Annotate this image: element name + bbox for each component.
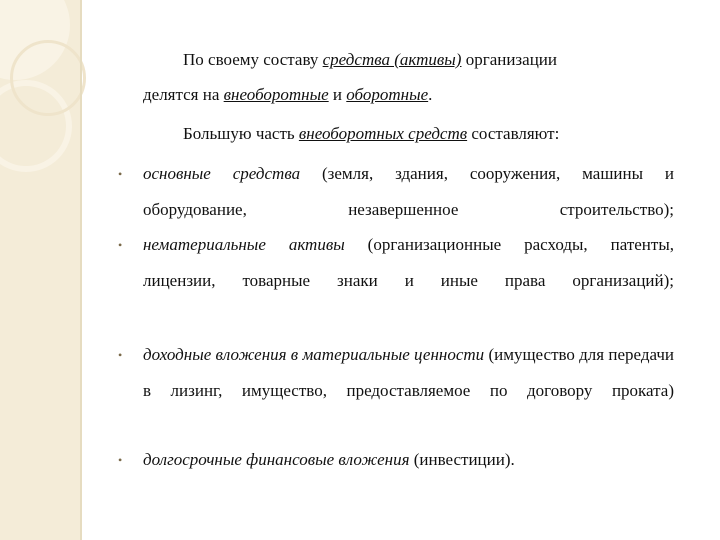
- list-item: [118, 227, 674, 335]
- bullet-icon: •: [118, 348, 123, 362]
- intro-line-1: [143, 42, 674, 78]
- slide-content: [118, 0, 674, 540]
- intro-text: делятся на: [143, 85, 224, 104]
- term-noncurrent-assets: внеоборотных средств: [298, 124, 468, 143]
- intro-text: По своему составу: [183, 50, 323, 69]
- bullet-icon: •: [118, 453, 123, 467]
- list-item-term: доходные вложения в материальные ценности: [143, 345, 485, 364]
- sidebar-edge: [80, 0, 82, 540]
- list-item-term: долгосрочные финансовые вложения: [143, 450, 410, 469]
- intro-line-2: [143, 77, 674, 113]
- intro-text: составляют:: [467, 124, 560, 143]
- bullet-icon: •: [118, 238, 123, 252]
- intro-text: и: [328, 85, 347, 104]
- list-item-term: основные средства: [143, 164, 301, 183]
- term-noncurrent: внеоборотные: [223, 85, 329, 104]
- list-item-term: нематериальные активы: [143, 235, 345, 254]
- list-item-desc: (земля, здания, сооружения, машины и оборудование, незавершенное строительство);: [143, 164, 675, 219]
- bullet-icon: •: [118, 167, 123, 181]
- list-item-desc: (имущество для передачи в лизинг, имущество, предоставляемое по договору проката): [143, 345, 674, 400]
- decor-ring-thin: [10, 40, 86, 116]
- term-current: оборотные: [346, 85, 429, 104]
- list-item: [118, 442, 674, 514]
- list-item-desc: (инвестиции).: [409, 450, 515, 469]
- decorative-sidebar: [0, 0, 82, 540]
- intro-line-3: [143, 116, 674, 152]
- intro-text: организации: [461, 50, 557, 69]
- term-assets: средства (активы): [322, 50, 462, 69]
- list-item: [118, 337, 674, 445]
- list-item-desc: (организационные расходы, патенты, лицензии, товарные знаки и иные права организаций);: [143, 235, 674, 290]
- intro-text: Большую часть: [183, 124, 299, 143]
- intro-text: .: [428, 85, 433, 104]
